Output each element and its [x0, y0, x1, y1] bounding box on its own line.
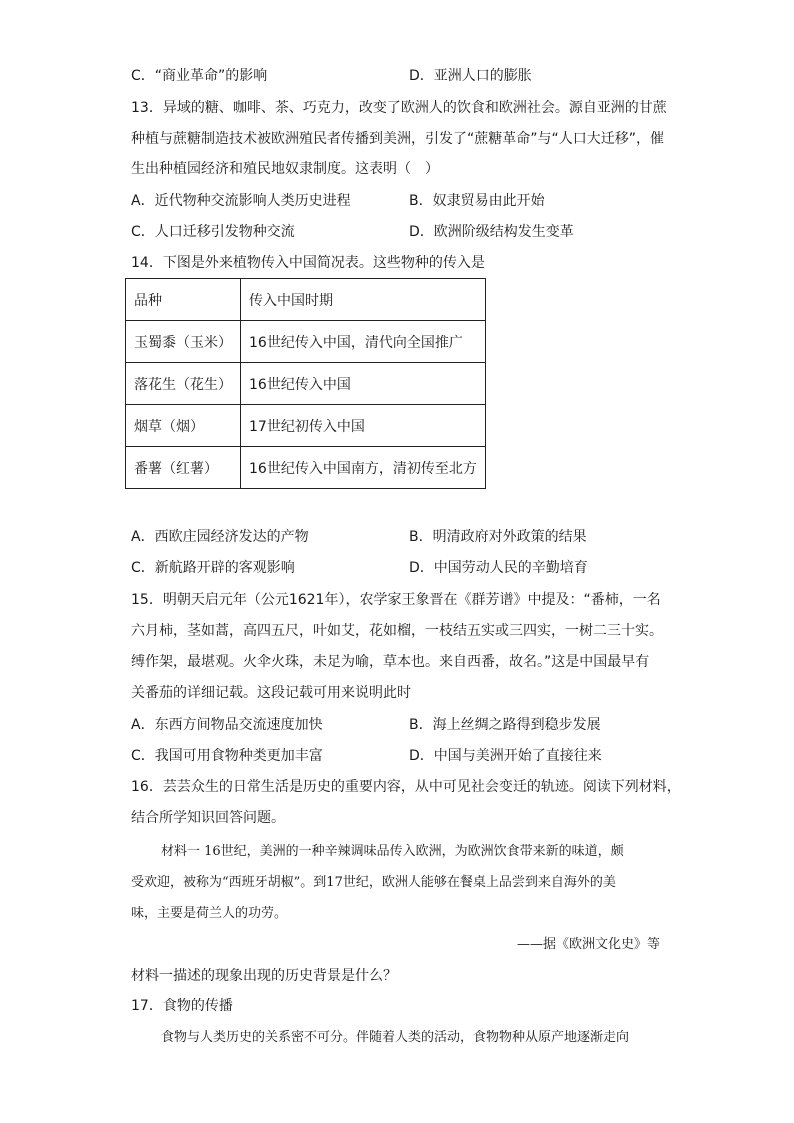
q16-question: 材料一描述的现象出现的历史背景是什么？ [131, 968, 397, 984]
table-row [126, 447, 486, 489]
table-cell: 16世纪传入中国，清代向全国推广 [241, 321, 486, 363]
q13-option-b: B．奴隶贸易由此开始 [409, 193, 545, 209]
q16-material-source: ——据《欧洲文化史》等 [516, 937, 660, 952]
q17-title: 17．食物的传播 [131, 998, 233, 1014]
q16-material-line-2: 受欢迎，被称为“西班牙胡椒”。到17世纪，欧洲人能够在餐桌上品尝到来自海外的美 [131, 875, 616, 890]
q15-option-a: A．东西方间物品交流速度加快 [131, 717, 323, 733]
table-header-variety: 品种 [126, 279, 241, 321]
q16-material-line-3: 味，主要是荷兰人的功劳。 [131, 906, 288, 921]
table-cell: 16世纪传入中国南方，清初传至北方 [241, 447, 486, 489]
q13-stem-line-1: 13．异域的糖、咖啡、茶、巧克力，改变了欧洲人的饮食和欧洲社会。源自亚洲的甘蔗 [131, 100, 667, 116]
q14-option-a: A．西欧庄园经济发达的产物 [131, 529, 309, 545]
q13-option-a: A．近代物种交流影响人类历史进程 [131, 193, 351, 209]
table-row [126, 405, 486, 447]
q16-stem-line-2: 结合所学知识回答问题。 [131, 810, 285, 826]
q15-option-b: B．海上丝绸之路得到稳步发展 [409, 717, 601, 733]
q14-option-b: B．明清政府对外政策的结果 [409, 529, 587, 545]
q16-material-line-1: 材料一 16世纪，美洲的一种辛辣调味品传入欧洲，为欧洲饮食带来新的味道，颇 [161, 844, 624, 859]
q13-option-d: D．欧洲阶级结构发生变革 [409, 224, 574, 240]
table-cell: 番薯（红薯） [126, 447, 241, 489]
q12-option-c: C．“商业革命”的影响 [131, 68, 268, 84]
q15-stem-line-3: 缚作架，最堪观。火伞火珠，未足为喻，草本也。来自西番，故名。”这是中国最早有 [131, 654, 650, 670]
table-row [126, 321, 486, 363]
q16-stem-line-1: 16．芸芸众生的日常生活是历史的重要内容，从中可见社会变迁的轨迹。阅读下列材料， [131, 779, 681, 795]
q13-stem-line-2: 种植与蔗糖制造技术被欧洲殖民者传播到美洲，引发了“蔗糖革命”与“人口大迁移”，催 [131, 131, 665, 147]
table-header-period: 传入中国时期 [241, 279, 486, 321]
q15-stem-line-1: 15．明朝天启元年（公元1621年），农学家王象晋在《群芳谱》中提及：“番柿，一名 [131, 592, 661, 608]
q12-option-d: D．亚洲人口的膨胀 [409, 68, 532, 84]
table-row [126, 363, 486, 405]
table-cell: 17世纪初传入中国 [241, 405, 486, 447]
q14-option-c: C．新航路开辟的客观影响 [131, 560, 295, 576]
table-cell: 玉蜀黍（玉米） [126, 321, 241, 363]
q15-stem-line-2: 六月柿，茎如蒿，高四五尺，叶如艾，花如榴，一枝结五实或三四实，一树二三十实。 [131, 623, 663, 639]
q15-stem-line-4: 关番茄的详细记载。这段记载可用来说明此时 [131, 685, 411, 701]
q14-option-d: D．中国劳动人民的辛勤培育 [409, 560, 588, 576]
table-cell: 16世纪传入中国 [241, 363, 486, 405]
q13-stem-line-3: 生出种植园经济和殖民地奴隶制度。这表明（ ） [131, 161, 439, 177]
q14-stem: 14．下图是外来植物传入中国简况表。这些物种的传入是 [131, 255, 485, 271]
plant-introduction-table [125, 278, 486, 489]
q15-option-c: C．我国可用食物种类更加丰富 [131, 748, 323, 764]
table-header-row [126, 279, 486, 321]
table-cell: 烟草（烟） [126, 405, 241, 447]
q17-material-line-1: 食物与人类历史的关系密不可分。伴随着人类的活动，食物物种从原产地逐渐走向 [161, 1030, 630, 1045]
q15-option-d: D．中国与美洲开始了直接往来 [409, 748, 602, 764]
q13-option-c: C．人口迁移引发物种交流 [131, 224, 295, 240]
table-cell: 落花生（花生） [126, 363, 241, 405]
